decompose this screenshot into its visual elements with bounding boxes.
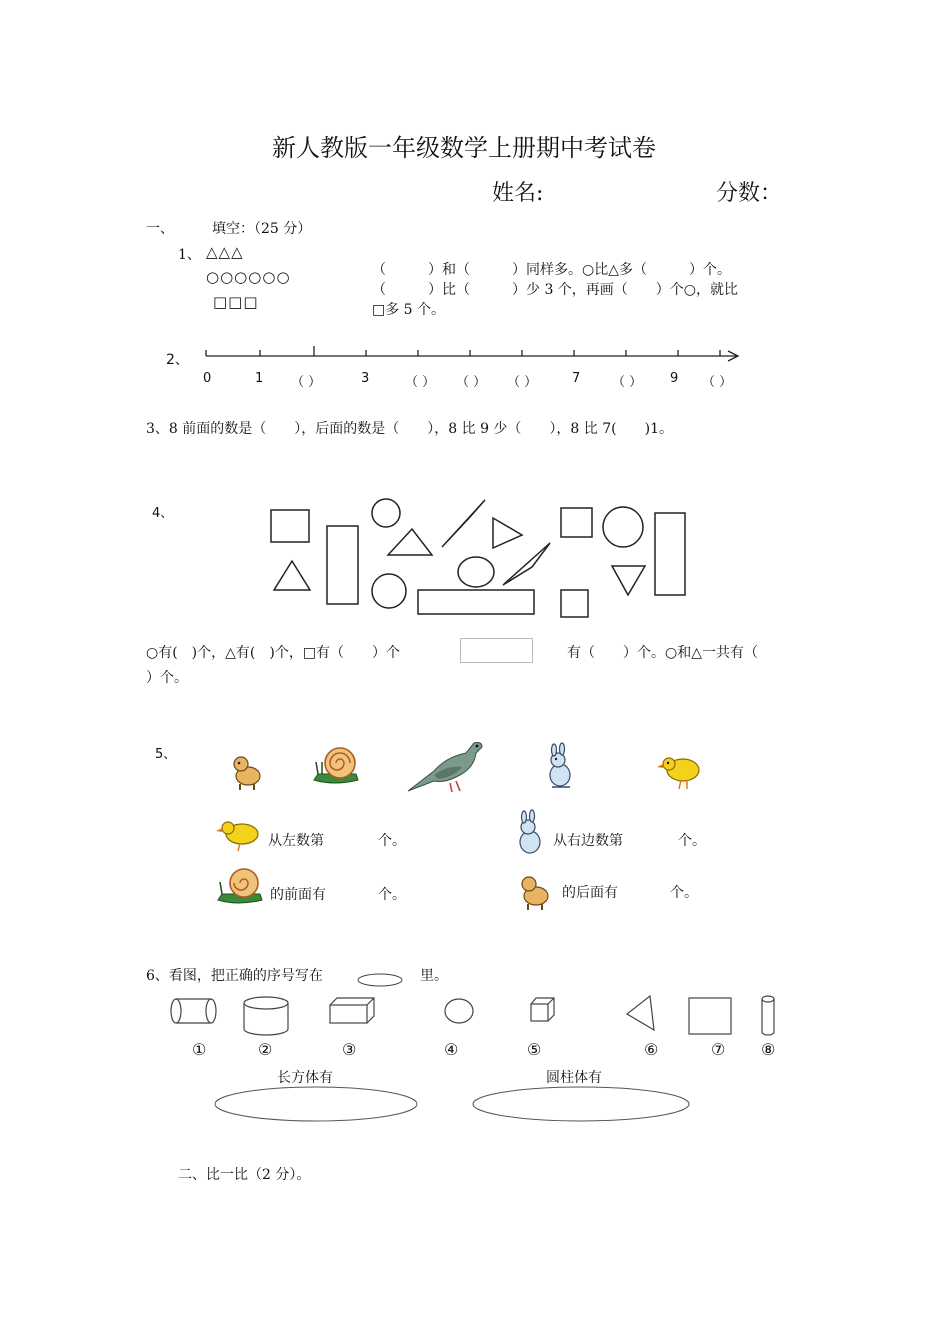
solid-number-label: ① [192, 1040, 207, 1059]
q4-text-a: ○有( )个，△有( )个，□有（ ）个 [146, 645, 401, 661]
number-line-label[interactable]: （ ） [612, 375, 643, 390]
cuboid-shape [330, 998, 374, 1023]
cylinder-label: 圆柱体有 [546, 1070, 602, 1086]
number-line-label[interactable]: （ ） [456, 375, 487, 390]
q1-circle-row: ○○○○○○ [206, 268, 291, 286]
q1-square-row: □□□ [213, 293, 259, 311]
triangle-shape [442, 500, 485, 547]
q1-number: 1、 [178, 247, 201, 263]
solid-number-label: ③ [342, 1040, 357, 1059]
solid-number-label: ② [258, 1040, 273, 1059]
triangle-shape [627, 996, 654, 1030]
pigeon-icon [404, 737, 484, 795]
q1-line3: □多 5 个。 [372, 302, 446, 318]
number-line-label: 9 [670, 371, 679, 386]
number-line-label[interactable]: （ ） [702, 375, 733, 390]
sphere-shape [445, 999, 473, 1023]
cuboid-label: 长方体有 [277, 1070, 333, 1086]
triangle-shape [388, 529, 432, 555]
square-shape [561, 590, 588, 617]
snail-icon [312, 742, 360, 786]
q2-number: 2、 [166, 352, 189, 368]
circle-shape [372, 574, 406, 608]
answer-oval-icon [356, 972, 406, 988]
q6-text-a: 6、看图，把正确的序号写在 [146, 968, 323, 984]
rabbit-icon [510, 812, 548, 856]
name-label: 姓名: [492, 181, 544, 206]
q5-prompt1-unit: 个。 [378, 833, 406, 849]
triangle-shape [612, 566, 645, 595]
rabbit-icon [540, 745, 580, 791]
section1-number: 一、 [146, 221, 174, 237]
q5-prompt3: 的前面有 [270, 887, 326, 903]
cube-shape [531, 998, 554, 1021]
number-line-label: 1 [255, 371, 264, 386]
cylinder-shape [244, 997, 288, 1035]
chick-icon [216, 818, 262, 854]
rectangle-shape [655, 513, 685, 595]
snail-icon [216, 862, 264, 906]
solid-number-label: ④ [444, 1040, 459, 1059]
q5-prompt2-unit: 个。 [678, 833, 706, 849]
circle-shape [603, 507, 643, 547]
solid-number-label: ⑧ [761, 1040, 776, 1059]
q5-prompt4-unit: 个。 [670, 885, 698, 901]
score-label: 分数： [716, 181, 783, 206]
q6-solids-figure [165, 994, 805, 1040]
cuboid-answer-oval[interactable] [212, 1084, 422, 1124]
q5-prompt1: 从左数第 [268, 833, 324, 849]
cylinder-shape [762, 996, 774, 1035]
solid-number-label: ⑦ [711, 1040, 726, 1059]
horizontal-cylinder-shape [171, 999, 216, 1023]
q5-prompt4: 的后面有 [562, 885, 618, 901]
q5-prompt3-unit: 个。 [378, 887, 406, 903]
rectangle-shape [327, 526, 358, 604]
number-line-label[interactable]: （ ） [291, 375, 322, 390]
dog-icon [518, 872, 554, 912]
q4-number: 4、 [152, 506, 174, 521]
number-line-label[interactable]: （ ） [507, 375, 538, 390]
number-line-label: 7 [572, 371, 581, 386]
q4-text-c: ）个。 [146, 670, 188, 686]
triangle-shape [493, 518, 522, 548]
q6-text-b: 里。 [420, 968, 448, 984]
square-shape [271, 510, 309, 542]
number-line-label: 3 [361, 371, 370, 386]
rectangle-shape [418, 590, 534, 614]
page-title: 新人教版一年级数学上册期中考试卷 [272, 134, 656, 162]
q4-shapes-figure [260, 495, 700, 625]
q1-line1: （ ）和（ ）同样多。○比△多（ ）个。 [372, 262, 731, 278]
number-line [200, 340, 760, 370]
q5-prompt2: 从右边数第 [553, 833, 623, 849]
circle-shape [372, 499, 400, 527]
q4-blank-box[interactable] [460, 638, 533, 663]
triangle-shape [274, 561, 310, 590]
square-shape [689, 998, 731, 1034]
q1-triangle-row: △△△ [206, 243, 244, 261]
chick-icon [657, 752, 703, 792]
q3-text: 3、8 前面的数是（ ），后面的数是（ ），8 比 9 少（ ），8 比 7( )1。 [146, 421, 673, 437]
section2-title: 二、比一比（2 分）。 [178, 1167, 311, 1183]
solid-number-label: ⑥ [644, 1040, 659, 1059]
triangle-shape [503, 543, 550, 585]
solid-number-label: ⑤ [527, 1040, 542, 1059]
section1-title: 填空：（25 分） [212, 221, 312, 237]
dog-icon [230, 752, 266, 792]
cylinder-answer-oval[interactable] [470, 1084, 696, 1124]
square-shape [561, 508, 592, 537]
q1-line2: （ ）比（ ）少 3 个，再画（ ）个○，就比 [372, 282, 739, 298]
number-line-label: 0 [203, 371, 212, 386]
q4-text-b: 有（ ）个。○和△一共有（ [567, 645, 758, 661]
number-line-label[interactable]: （ ） [405, 375, 436, 390]
circle-shape [458, 557, 494, 587]
q5-number: 5、 [155, 747, 177, 762]
